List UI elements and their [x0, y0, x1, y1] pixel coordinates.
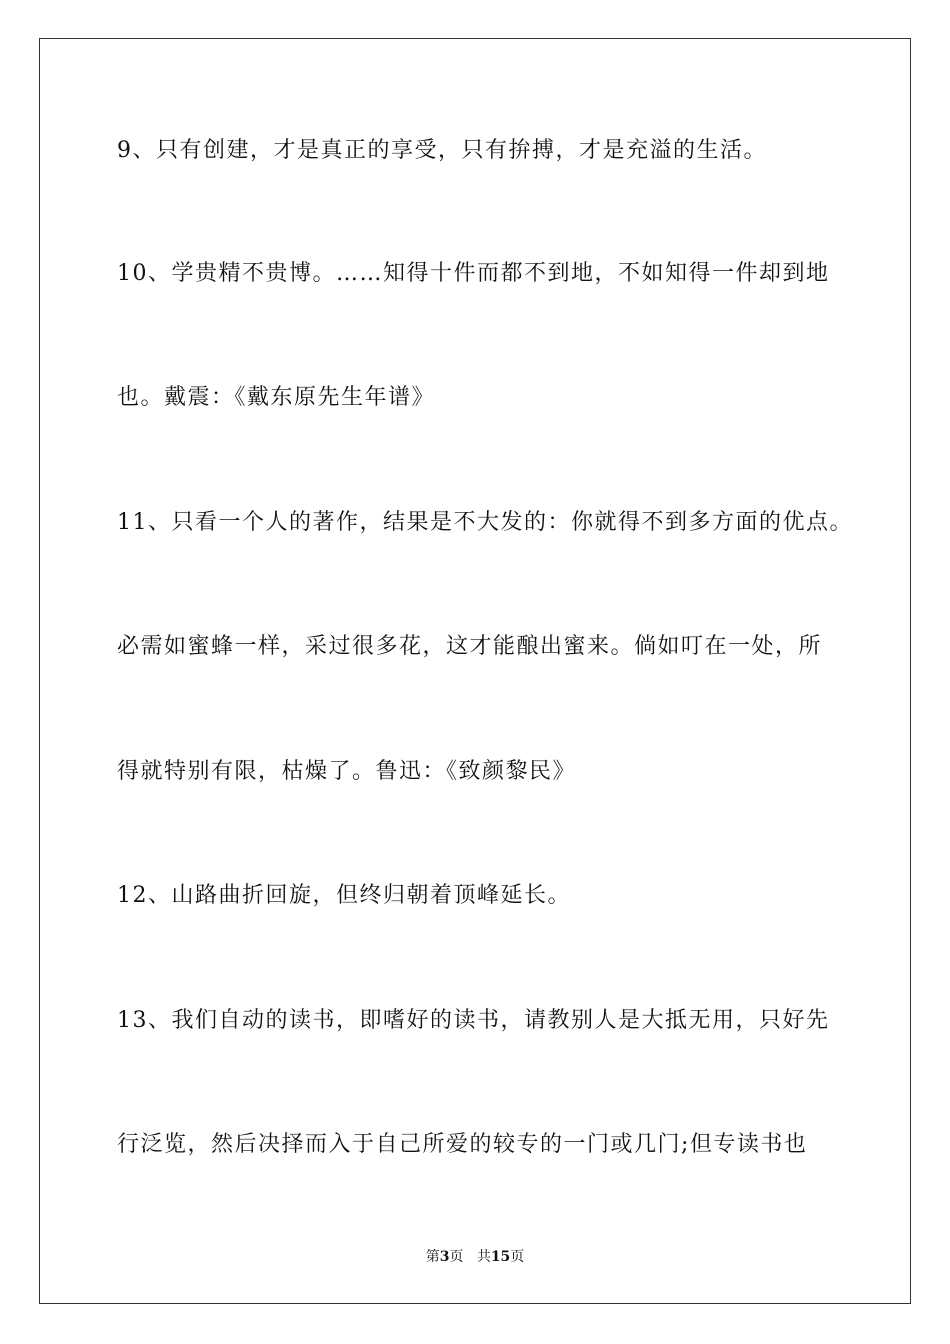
page-footer — [0, 1248, 950, 1266]
text-line-5: 必需如蜜蜂一样，采过很多花，这才能酿出蜜来。倘如叮在一处，所 — [117, 634, 823, 659]
text-line-3: 也。戴震：《戴东原先生年谱》 — [117, 385, 436, 410]
total-suffix: 页 — [510, 1249, 525, 1265]
page-border — [39, 38, 911, 1304]
page-number: 3 — [439, 1249, 450, 1265]
text-line-4: 11、只看一个人的著作，结果是不大发的：你就得不到多方面的优点。 — [117, 510, 853, 535]
text-line-9: 行泛览，然后决择而入于自己所爱的较专的一门或几门;但专读书也 — [117, 1132, 808, 1157]
page-suffix: 页 — [449, 1249, 464, 1265]
page-prefix: 第 — [425, 1249, 440, 1265]
text-line-6: 得就特别有限，枯燥了。鲁迅：《致颜黎民》 — [117, 759, 577, 784]
text-line-8: 13、我们自动的读书，即嗜好的读书，请教别人是大抵无用，只好先 — [117, 1008, 830, 1033]
text-line-1: 9、只有创建，才是真正的享受，只有拚搏，才是充溢的生活。 — [117, 138, 767, 163]
text-line-2: 10、学贵精不贵博。……知得十件而都不到地，不如知得一件却到地 — [117, 261, 830, 286]
total-prefix: 共 — [476, 1249, 491, 1265]
text-line-7: 12、山路曲折回旋，但终归朝着顶峰延长。 — [117, 883, 571, 908]
total-pages: 15 — [490, 1249, 511, 1265]
